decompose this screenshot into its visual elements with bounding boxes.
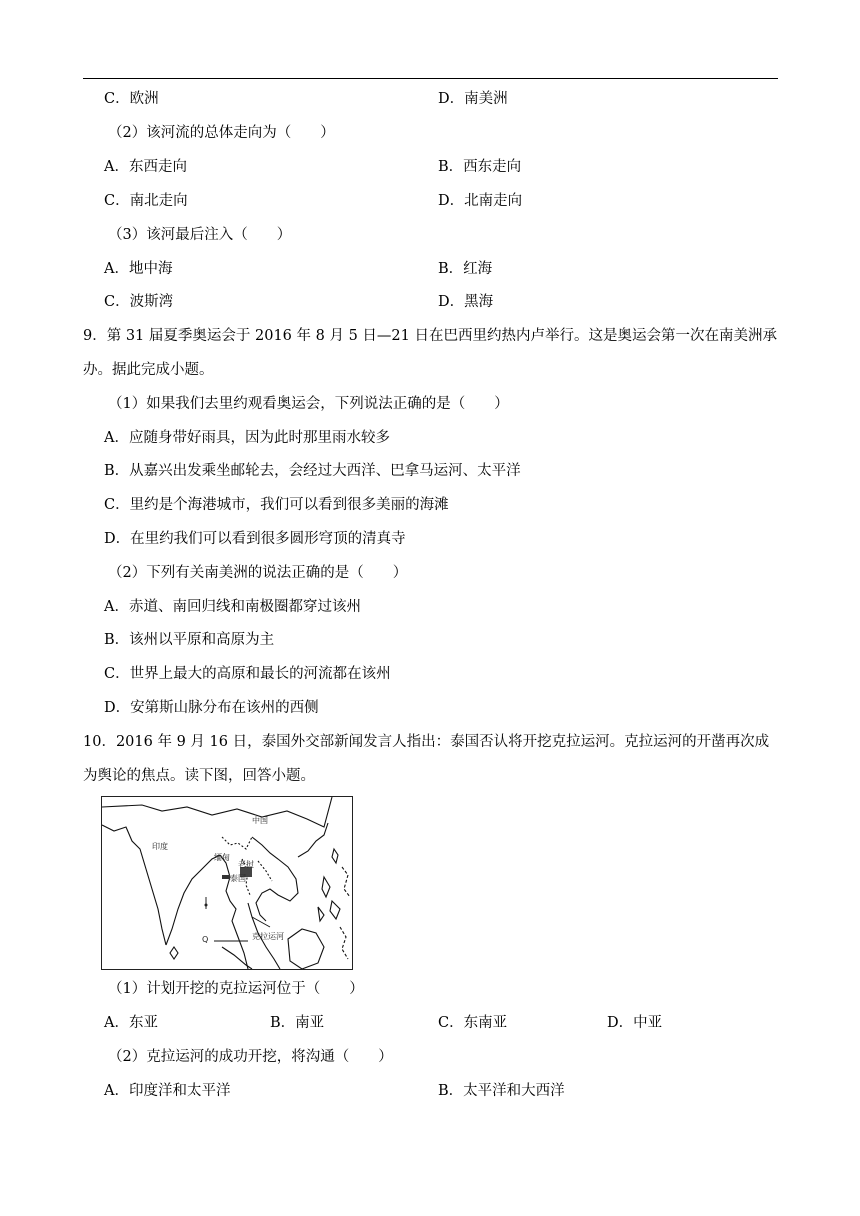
- q8-p1-option-d[interactable]: D．南美洲: [438, 91, 508, 107]
- q9-p2-option-d[interactable]: D．安第斯山脉分布在该州的西侧: [104, 700, 319, 716]
- q9-p2-option-b[interactable]: B．该州以平原和高原为主: [104, 632, 275, 648]
- map-label-china: 中国: [252, 816, 268, 825]
- map-coastlines: [102, 797, 352, 969]
- map-label-thailand: 泰国: [230, 874, 246, 883]
- q9-p1-prompt: （1）如果我们去里约观看奥运会，下列说法正确的是（ ）: [108, 396, 509, 412]
- q8-p2-option-d[interactable]: D．北南走向: [438, 193, 523, 209]
- map-label-india: 印度: [152, 842, 168, 851]
- southeast-asia-map: [101, 796, 353, 970]
- q8-p1-option-c[interactable]: C．欧洲: [104, 91, 159, 107]
- q9-p1-option-c[interactable]: C．里约是个海港城市，我们可以看到很多美丽的海滩: [104, 497, 449, 513]
- q10-p2-option-a[interactable]: A．印度洋和太平洋: [104, 1083, 231, 1099]
- q8-p2-option-c[interactable]: C．南北走向: [104, 193, 188, 209]
- q10-p2-option-b[interactable]: B．太平洋和大西洋: [438, 1083, 565, 1099]
- q10-p2-prompt: （2）克拉运河的成功开挖，将沟通（ ）: [108, 1049, 393, 1065]
- q9-p1-option-d[interactable]: D．在里约我们可以看到很多圆形穹顶的清真寺: [104, 531, 406, 547]
- q8-p3-option-a[interactable]: A．地中海: [104, 261, 173, 277]
- map-label-myanmar: 缅甸: [214, 853, 230, 862]
- q9-p1-option-b[interactable]: B．从嘉兴出发乘坐邮轮去，会经过大西洋、巴拿马运河、太平洋: [104, 463, 521, 479]
- q9-p2-option-c[interactable]: C．世界上最大的高原和最长的河流都在该州: [104, 666, 391, 682]
- q8-p3-option-d[interactable]: D．黑海: [438, 294, 494, 310]
- q10-p1-option-c[interactable]: C．东南亚: [438, 1015, 508, 1031]
- q8-p2-option-a[interactable]: A．东西走向: [104, 159, 187, 175]
- q10-p1-option-d[interactable]: D．中亚: [607, 1015, 663, 1031]
- q8-p2-option-b[interactable]: B．西东走向: [438, 159, 522, 175]
- q8-p3-prompt: （3）该河最后注入（ ）: [108, 227, 292, 243]
- q9-p2-prompt: （2）下列有关南美洲的说法正确的是（ ）: [108, 565, 408, 581]
- q8-p3-option-c[interactable]: C．波斯湾: [104, 294, 174, 310]
- q8-p2-prompt: （2）该河流的总体走向为（ ）: [108, 125, 335, 141]
- q9-p2-option-a[interactable]: A．赤道、南回归线和南极圈都穿过该州: [104, 599, 361, 615]
- q10-stem: 10．2016 年 9 月 16 日，泰国外交部新闻发言人指出：泰国否认将开挖克拉运河。克拉运河的开凿再次成为舆论的焦点。读下图，回答小题。: [83, 734, 770, 784]
- q10-p1-option-b[interactable]: B．南亚: [270, 1015, 325, 1031]
- q9-stem: 9．第 31 届夏季奥运会于 2016 年 8 月 5 日—21 日在巴西里约热内卢举行。这是奥运会第一次在南美洲承办。据此完成小题。: [83, 328, 777, 378]
- map-label-q: Q: [202, 935, 209, 944]
- q8-p3-option-b[interactable]: B．红海: [438, 261, 493, 277]
- q10-p1-option-a[interactable]: A．东亚: [104, 1015, 158, 1031]
- q9-p1-option-a[interactable]: A．应随身带好雨具，因为此时那里雨水较多: [104, 430, 390, 446]
- header-rule: [83, 78, 778, 79]
- map-label-laos: 老挝: [238, 860, 254, 869]
- map-label-kra-canal: 克拉运河: [252, 932, 284, 941]
- q10-p1-prompt: （1）计划开挖的克拉运河位于（ ）: [108, 981, 364, 997]
